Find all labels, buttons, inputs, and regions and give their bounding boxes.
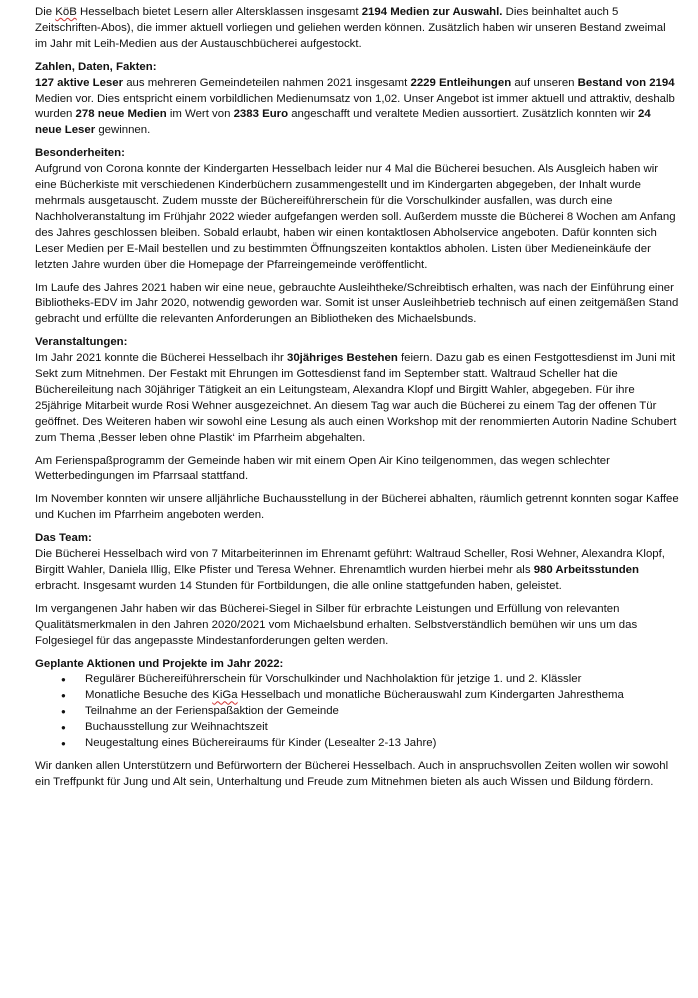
events-heading: Veranstaltungen:: [35, 336, 128, 349]
list-item: ● Regulärer Büchereiführerschein für Vorschulkinder und Nachholaktion für jetzige 1. und 2. Klässler: [85, 672, 680, 688]
team-heading: Das Team:: [35, 532, 92, 545]
list-item: ● Monatliche Besuche des KiGa Hesselbach und monatliche Bücherauswahl zum Kindergarten Jahresthema: [85, 688, 680, 704]
koeb-abbreviation: KöB: [55, 6, 77, 18]
plans-heading: Geplante Aktionen und Projekte im Jahr 2022:: [35, 657, 284, 670]
facts-heading: Zahlen, Daten, Fakten:: [35, 60, 157, 73]
anniversary: 30jähriges Bestehen: [287, 352, 398, 365]
closing-paragraph: Wir danken allen Unterstützern und Befürwortern der Bücherei Hesselbach. Auch in anspruchsvollen Zeiten wollen wir sowohl ein Treffpunkt für Jung und Alt sein, Unterhaltung und Freude zum Mitnehmen bieten als auch Wissen und Bildung fördern.: [35, 759, 669, 788]
media-value: 2383 Euro: [233, 108, 289, 121]
kiga-abbreviation: KiGa: [212, 689, 238, 702]
list-item: ● Teilnahme an der Ferienspaßaktion der Gemeinde: [85, 704, 680, 720]
team-paragraph-2: Im vergangenen Jahr haben wir das Bücherei-Siegel in Silber für erbrachte Leistungen und Erfüllung von relevanten Qualitätsmerkmalen in den Jahren 2020/2021 vom Michaelsbund erhalten. Selbstverständlich bemühen wir uns um das Folgesiegel für das angepasste Mindestanforderungen gelten werden.: [35, 602, 638, 647]
facts-paragraph: 127 aktive Leser aus mehreren Gemeindeteilen nahmen 2021 insgesamt 2229 Entleihungen auf unseren Bestand von 2194 Medien vor. Dies entspricht einem vorbildlichen Medienumsatz von 1,02. Unser Angebot ist immer aktuell und attraktiv, deshalb wurden 278 neue Medien im Wert von 2383 Euro angeschafft und veraltete Medien aussortiert. Zusätzlich konnten wir 24 neue Leser gewinnen.: [35, 76, 675, 137]
intro-paragraph: Die KöB Hesselbach bietet Lesern aller Altersklassen insgesamt 2194 Medien zur Auswahl. Dies beinhaltet auch 5 Zeitschriften-Abos), die immer aktuell vorliegen und geliehen werden können. Zusätzlich haben wir unseren Bestand zweimal im Jahr mit Leih-Medien aus der Austauschbücherei aufgestockt.: [35, 6, 666, 50]
events-paragraph-1: Im Jahr 2021 konnte die Bücherei Hesselbach ihr 30jähriges Bestehen feiern. Dazu gab es einen Festgottesdienst im Juni mit Sekt zum Mitnehmen. Der Festakt mit Ehrungen im Gottesdienst fand im September statt. Waltraud Scheller hat die Büchereileitung nach 30jähriger Tätigkeit an ein Leitungsteam, Alexandra Klopf und Birgitt Wahler, abgegeben. Für ihre 25jährige Mitarbeit wurde Rosi Wehner ausgezeichnet. An diesem Tag war auch die Bücherei zu einem Tag der offenen Tür geöffnet. Des Weiteren haben wir sowohl eine Lesung als auch einen Workshop mit der renommierten Autorin Nadine Schubert zum Thema ‚Besser leben ohne Plastik‘ im Pfarrheim abgehalten.: [35, 352, 677, 444]
media-count: 2194 Medien zur Auswahl.: [361, 6, 503, 18]
events-paragraph-2: Am Ferienspaßprogramm der Gemeinde haben wir mit einem Open Air Kino teilgenommen, das wegen schlechter Wetterbedingungen im Pfarrsaal stattfand.: [35, 454, 610, 483]
work-hours: 980 Arbeitsstunden: [533, 564, 639, 576]
team-paragraph-1: Die Bücherei Hesselbach wird von 7 Mitarbeiterinnen im Ehrenamt geführt: Waltraud Scheller, Rosi Wehner, Alexandra Klopf, Birgitt Wahler, Daniela Illig, Elke Pfister und Teresa Wehner. Ehrenamtlich wurden hierbei mehr als 980 Arbeitsstunden erbracht. Insgesamt wurden 14 Stunden für Fortbildungen, die alle online stattgefunden haben, geleistet.: [35, 548, 665, 592]
special-paragraph-2: Im Laufe des Jahres 2021 haben wir eine neue, gebrauchte Ausleihtheke/Schreibtisch erhalten, was nach der Einführung einer Bibliotheks-EDV im Jahr 2020, notwendig geworden war. Somit ist unser Ausleihbetrieb technisch auf einen zeitgemäßen Stand gebracht und erfüllte die relevanten Anforderungen an Bibliotheken des Michaelsbunds.: [35, 281, 679, 326]
events-paragraph-3: Im November konnten wir unsere alljährliche Buchausstellung in der Bücherei abhalten, räumlich getrennt konnten sogar Kaffee und Kuchen im Pfarrheim angeboten werden.: [35, 493, 679, 522]
loans-count: 2229 Entleihungen: [410, 76, 512, 89]
list-item: ● Buchausstellung zur Weihnachtszeit: [85, 720, 680, 736]
special-heading: Besonderheiten:: [35, 147, 125, 160]
stock-count: Bestand von 2194: [577, 76, 675, 89]
plans-list: [35, 672, 680, 752]
active-readers: 127 aktive Leser: [35, 76, 124, 89]
new-media: 278 neue Medien: [75, 108, 167, 121]
special-paragraph-1: Aufgrund von Corona konnte der Kindergarten Hesselbach leider nur 4 Mal die Bücherei besuchen. Als Ausgleich haben wir eine Bücherkiste mit verschiedenen Kinderbüchern zusammengestellt und im Kindergarten abgegeben, der Inhalt wurde mehrmals ausgetauscht. Zudem musste der Büchereiführerschein für die Vorschulkinder ausfallen, was durch eine Nachholveranstaltung im Frühjahr 2022 wieder aufgefangen werden soll. Außerdem musste die Bücherei 8 Wochen am Anfang des Jahres geschlossen bleiben. Sobald erlaubt, haben wir einen kontaktlosen Abholservice angeboten. Dafür konnten sich Leser Medien per E-Mail bestellen und zu bestimmten Öffnungszeiten kontaktlos abholen. Listen über Medieneinkäufe der letzten Jahre wurden über die Homepage der Pfarreingemeinde veröffentlicht.: [35, 163, 676, 271]
new-readers: 24 neue Leser: [35, 108, 651, 137]
list-item: ● Neugestaltung eines Büchereiraums für Kinder (Lesealter 2-13 Jahre): [85, 736, 680, 752]
